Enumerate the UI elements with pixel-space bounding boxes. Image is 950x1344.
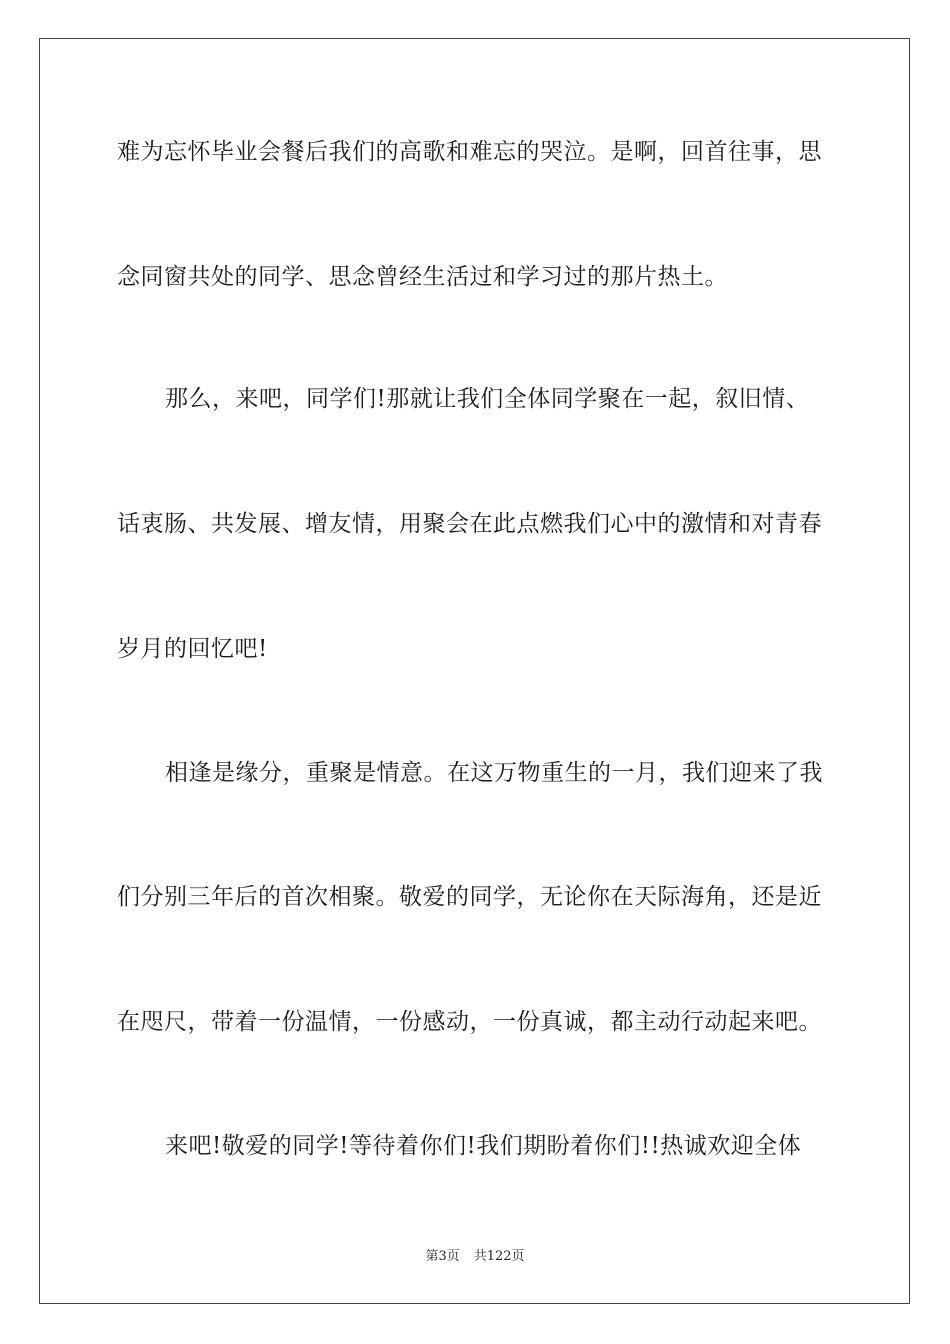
- page-number: 第3页: [425, 1249, 460, 1264]
- paragraph-line: 那么，来吧，同学们!那就让我们全体同学聚在一起，叙旧情、: [165, 386, 810, 412]
- paragraph-line: 难为忘怀毕业会餐后我们的高歌和难忘的哭泣。是啊，回首往事，思: [117, 139, 822, 165]
- paragraph-line: 们分别三年后的首次相聚。敬爱的同学，无论你在天际海角，还是近: [117, 884, 822, 910]
- page-footer: [0, 1248, 950, 1266]
- paragraph-line: 念同窗共处的同学、思念曾经生活过和学习过的那片热土。: [117, 264, 728, 290]
- paragraph-line: 来吧!敬爱的同学!等待着你们!我们期盼着你们!!热诚欢迎全体: [165, 1133, 802, 1159]
- page-border: [39, 38, 910, 1304]
- paragraph-line: 岁月的回忆吧!: [117, 636, 268, 662]
- total-pages: 共122页: [473, 1249, 525, 1264]
- paragraph-line: 相逢是缘分，重聚是情意。在这万物重生的一月，我们迎来了我: [165, 760, 823, 786]
- paragraph-line: 话衷肠、共发展、增友情，用聚会在此点燃我们心中的激情和对青春: [117, 511, 822, 537]
- paragraph-line: 在咫尺，带着一份温情，一份感动，一份真诚，都主动行动起来吧。: [117, 1009, 822, 1035]
